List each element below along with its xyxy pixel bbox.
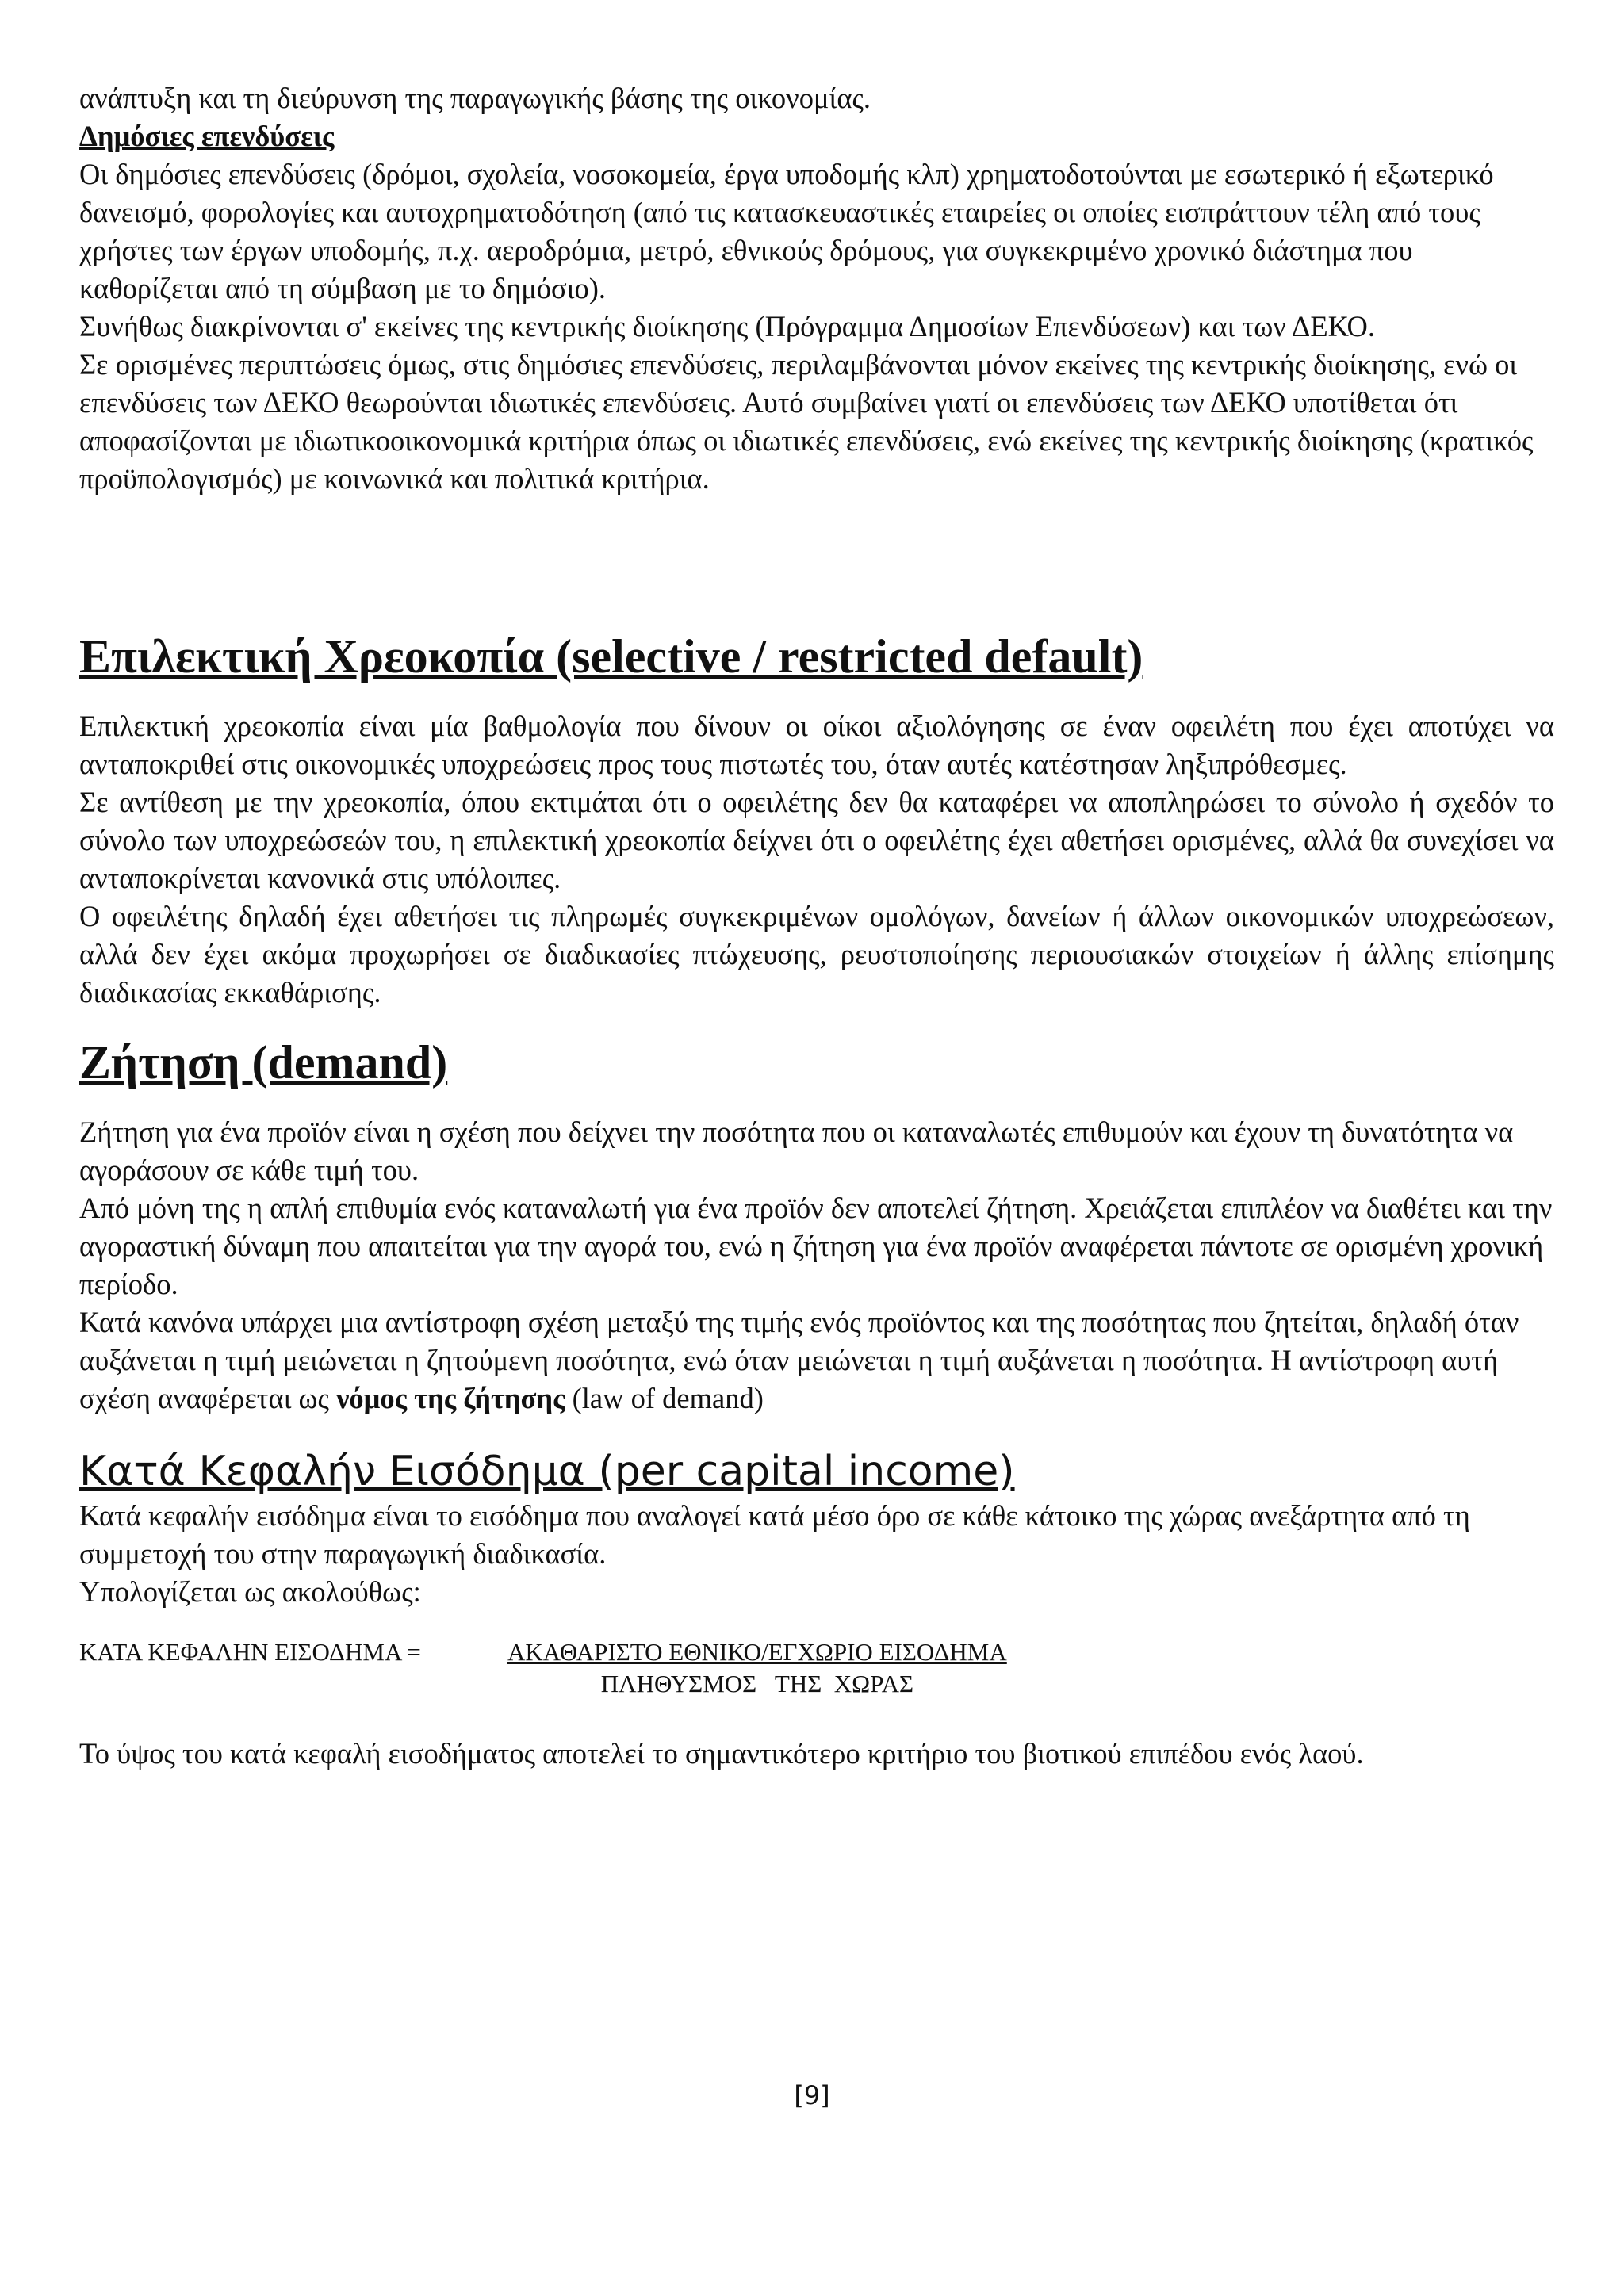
spacer xyxy=(79,685,1554,707)
law-of-demand-term: νόμος της ζήτησης xyxy=(336,1382,565,1414)
demand-paragraph-3-start: Κατά κανόνα υπάρχει μια αντίστροφη σχέση μεταξύ της τιμής ενός προϊόντος και της ποσότητας που ζητείται, δηλαδή όταν αυξάνεται η τιμή μειώνεται η ζητούμενη ποσότητα, ενώ όταν μειώνεται η τιμή αυξάνεται η ποσότητα. Η αντίστροφη αυτή σχέση αναφέρεται ως xyxy=(79,1306,1519,1414)
page-number: [9] xyxy=(794,2080,830,2110)
per-capita-paragraph-2: Υπολογίζεται ως ακολούθως: xyxy=(79,1575,421,1608)
spacer xyxy=(79,1091,1554,1113)
demand-paragraph-2: Από μόνη της η απλή επιθυμία ενός καταναλωτή για ένα προϊόν δεν αποτελεί ζήτηση. Χρειάζεται επιπλέον να διαθέτει και την αγοραστική δύναμη που απαιτείται για την αγορά του, ενώ η ζήτηση για ένα προϊόν αναφέρεται πάντοτε σε ορισμένη χρονική περίοδο. xyxy=(79,1192,1553,1300)
formula-left-side: ΚΑΤΑ ΚΕΦΑΛΗΝ ΕΙΣΟΔΗΜΑ = xyxy=(79,1638,421,1666)
spacer xyxy=(79,498,1554,628)
intro-line: ανάπτυξη και τη διεύρυνση της παραγωγικής βάσης της οικονομίας. xyxy=(79,82,871,114)
spacer xyxy=(79,1418,1554,1446)
spacer xyxy=(79,1700,1554,1735)
per-capita-paragraph-1: Κατά κεφαλήν εισόδημα είναι το εισόδημα που αναλογεί κατά μέσο όρο σε κάθε κάτοικο της χώρας ανεξάρτητα από τη συμμετοχή του στην παραγωγική διαδικασία. xyxy=(79,1499,1470,1570)
selective-default-heading: Επιλεκτική Χρεοκοπία (selective / restricted default) xyxy=(79,630,1143,683)
spacer xyxy=(79,1012,1554,1034)
public-investment-paragraph-1: Οι δημόσιες επενδύσεις (δρόμοι, σχολεία, νοσοκομεία, έργα υποδομής κλπ) χρηματοδοτούνται με εσωτερικό ή εξωτερικό δανεισμό, φορολογίες και αυτοχρηματοδότηση (από τις κατασκευαστικές εταιρείες οι οποίες εισπράττουν τέλη από τους χρήστες των έργων υποδομής, π.χ. αεροδρόμια, μετρό, εθνικούς δρόμους, για συγκεκριμένο χρονικό διάστημα που καθορίζεται από τη σύμβαση με το δημόσιο). xyxy=(79,158,1494,304)
formula-numerator: ΑΚΑΘΑΡΙΣΤΟ ΕΘΝΙΚΟ/ΕΓΧΩΡΙΟ ΕΙΣΟΔΗΜΑ xyxy=(508,1638,1007,1666)
demand-heading: Ζήτηση (demand) xyxy=(79,1036,448,1089)
formula-fraction xyxy=(508,1636,1007,1700)
selective-default-paragraph-2: Σε αντίθεση με την χρεοκοπία, όπου εκτιμάται ότι ο οφειλέτης δεν θα καταφέρει να αποπληρώσει το σύνολο ή σχεδόν το σύνολο των υποχρεώσεών του, η επιλεκτική χρεοκοπία δείχνει ότι ο οφειλέτης έχει αθετήσει ορισμένες, αλλά θα συνεχίσει να ανταποκρίνεται κανονικά στις υπόλοιπες. xyxy=(79,786,1554,894)
per-capita-formula xyxy=(79,1636,1554,1700)
per-capita-heading: Κατά Κεφαλήν Εισόδημα (per capital income) xyxy=(79,1448,1015,1495)
public-investment-subheading: Δημόσιες επενδύσεις xyxy=(79,120,335,152)
public-investment-paragraph-2: Συνήθως διακρίνονται σ' εκείνες της κεντρικής διοίκησης (Πρόγραμμα Δημοσίων Επενδύσεων) και των ΔΕΚΟ. xyxy=(79,310,1375,342)
document-page xyxy=(79,79,1554,1773)
per-capita-paragraph-3: Το ύψος του κατά κεφαλή εισοδήματος αποτελεί το σημαντικότερο κριτήριο του βιοτικού επιπέδου ενός λαού. xyxy=(79,1737,1364,1770)
selective-default-paragraph-1: Επιλεκτική χρεοκοπία είναι μία βαθμολογία που δίνουν οι οίκοι αξιολόγησης σε έναν οφειλέτη που έχει αποτύχει να ανταποκριθεί στις οικονομικές υποχρεώσεις προς τους πιστωτές του, όταν αυτές κατέστησαν ληξιπρόθεσμες. xyxy=(79,710,1554,780)
demand-paragraph-1: Ζήτηση για ένα προϊόν είναι η σχέση που δείχνει την ποσότητα που οι καταναλωτές επιθυμούν και έχουν τη δυνατότητα να αγοράσουν σε κάθε τιμή του. xyxy=(79,1115,1514,1186)
demand-paragraph-3-end: (law of demand) xyxy=(565,1382,764,1414)
demand-paragraph-3 xyxy=(79,1303,1554,1418)
public-investment-paragraph-3: Σε ορισμένες περιπτώσεις όμως, στις δημόσιες επενδύσεις, περιλαμβάνονται μόνον εκείνες της κεντρικής διοίκησης, ενώ οι επενδύσεις των ΔΕΚΟ θεωρούνται ιδιωτικές επενδύσεις. Αυτό συμβαίνει γιατί οι επενδύσεις των ΔΕΚΟ υποτίθεται ότι αποφασίζονται με ιδιωτικοοικονομικά κριτήρια όπως οι ιδιωτικές επενδύσεις, ενώ εκείνες της κεντρικής διοίκησης (κρατικός προϋπολογισμός) με κοινωνικά και πολιτικά κριτήρια. xyxy=(79,348,1534,495)
formula-denominator: ΠΛΗΘΥΣΜΟΣ ΤΗΣ ΧΩΡΑΣ xyxy=(600,1670,914,1697)
spacer xyxy=(79,1611,1554,1636)
selective-default-paragraph-3: Ο οφειλέτης δηλαδή έχει αθετήσει τις πληρωμές συγκεκριμένων ομολόγων, δανείων ή άλλων οικονομικών υποχρεώσεων, αλλά δεν έχει ακόμα προχωρήσει σε διαδικασίες πτώχευσης, ρευστοποίησης περιουσιακών στοιχείων ή άλλης επίσημης διαδικασίας εκκαθάρισης. xyxy=(79,900,1554,1008)
